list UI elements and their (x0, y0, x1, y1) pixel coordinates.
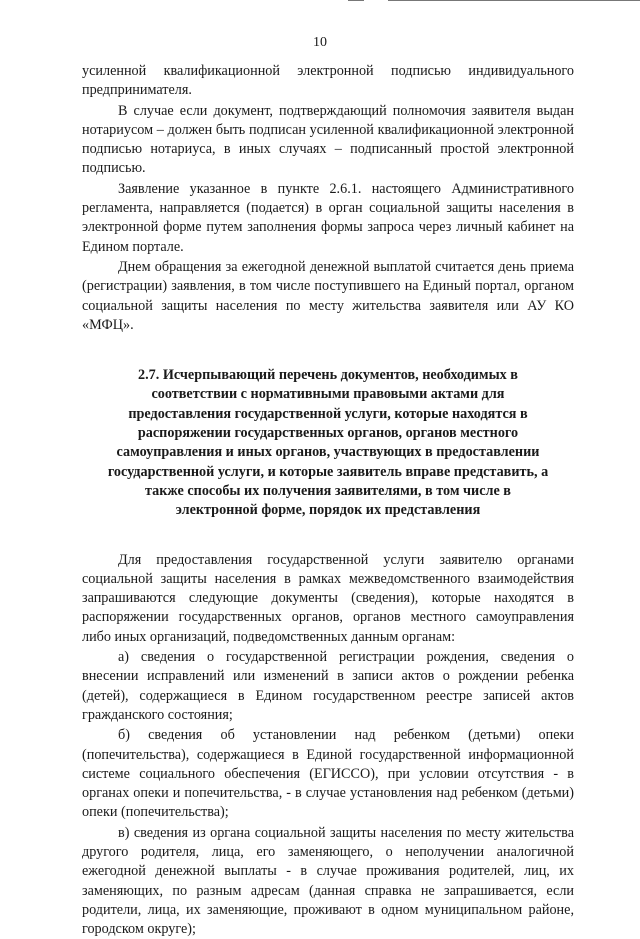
paragraph-interagency-request: Для предоставления государственной услуги заявителю органами социальной защиты населения в рамках межведомственного взаимодействия запрашиваются следующие документы (сведения), которые находятся в распоряжении государственных органов, органов местного самоуправления либо иных организаций, подведомственных данным органам: (82, 551, 574, 645)
paragraph-notary-document: В случае если документ, подтверждающий полномочия заявителя выдан нотариусом – должен быть подписан усиленной квалификационной электронной подписью нотариуса, в иных случаях – подписанный простой электронной подписью. (82, 102, 574, 177)
list-item-b-guardianship: б) сведения об установлении над ребенком (детьми) опеки (попечительства), содержащиеся в Единой государственной информационной системе социального обеспечения (ЕГИССО), при условии отсутствия - в органах опеки и попечительства, - в случае установления над ребенком (детьми) опеки (попечительства); (82, 727, 574, 821)
paragraph-application-date: Днем обращения за ежегодной денежной выплатой считается день приема (регистрации) заявления, в том числе поступившего на Единый портал, органом социальной защиты населения по месту жительства заявителя или АУ КО «МФЦ». (82, 258, 574, 333)
list-item-a-birth-registration: а) сведения о государственной регистрации рождения, сведения о внесении исправлений или изменений в записи актов о рождении ребенка (детей), содержащиеся в Едином государственном реестре записей актов гражданского состояния; (82, 649, 574, 723)
page-number: 10 (313, 35, 327, 50)
paragraph-electronic-application: Заявление указанное в пункте 2.6.1. настоящего Административного регламента, направляется (подается) в орган социальной защиты населения в электронной форме путем заполнения формы запроса через личный кабинет на Едином портале. (82, 180, 574, 255)
document-body (82, 62, 574, 939)
scan-edge-line-right (388, 0, 640, 1)
scan-edge-line-left (348, 0, 364, 1)
paragraph-signature-continuation: усиленной квалификационной электронной подписью индивидуального предпринимателя. (82, 63, 574, 99)
list-item-c-other-parent: в) сведения из органа социальной защиты населения по месту жительства другого родителя, лица, его заменяющего, о неполучении аналогичной ежегодной денежной выплаты - в случае проживания родителей, лиц, их заменяющих, по разным адресам (данная справка не запрашивается, если родители, лица, их заменяющие, проживают в одном муниципальном районе, городском округе); (82, 824, 574, 938)
section-heading-2-7: 2.7. Исчерпывающий перечень документов, необходимых в соответствии с нормативными правовыми актами для предоставления государственной услуги, которые находятся в распоряжении государственных органов, органов местного самоуправления и иных органов, участвующих в предоставлении государственной услуги, и которые заявитель вправе представить, а также способы их получения заявителями, в том числе в электронной форме, порядок их представления (107, 367, 549, 519)
